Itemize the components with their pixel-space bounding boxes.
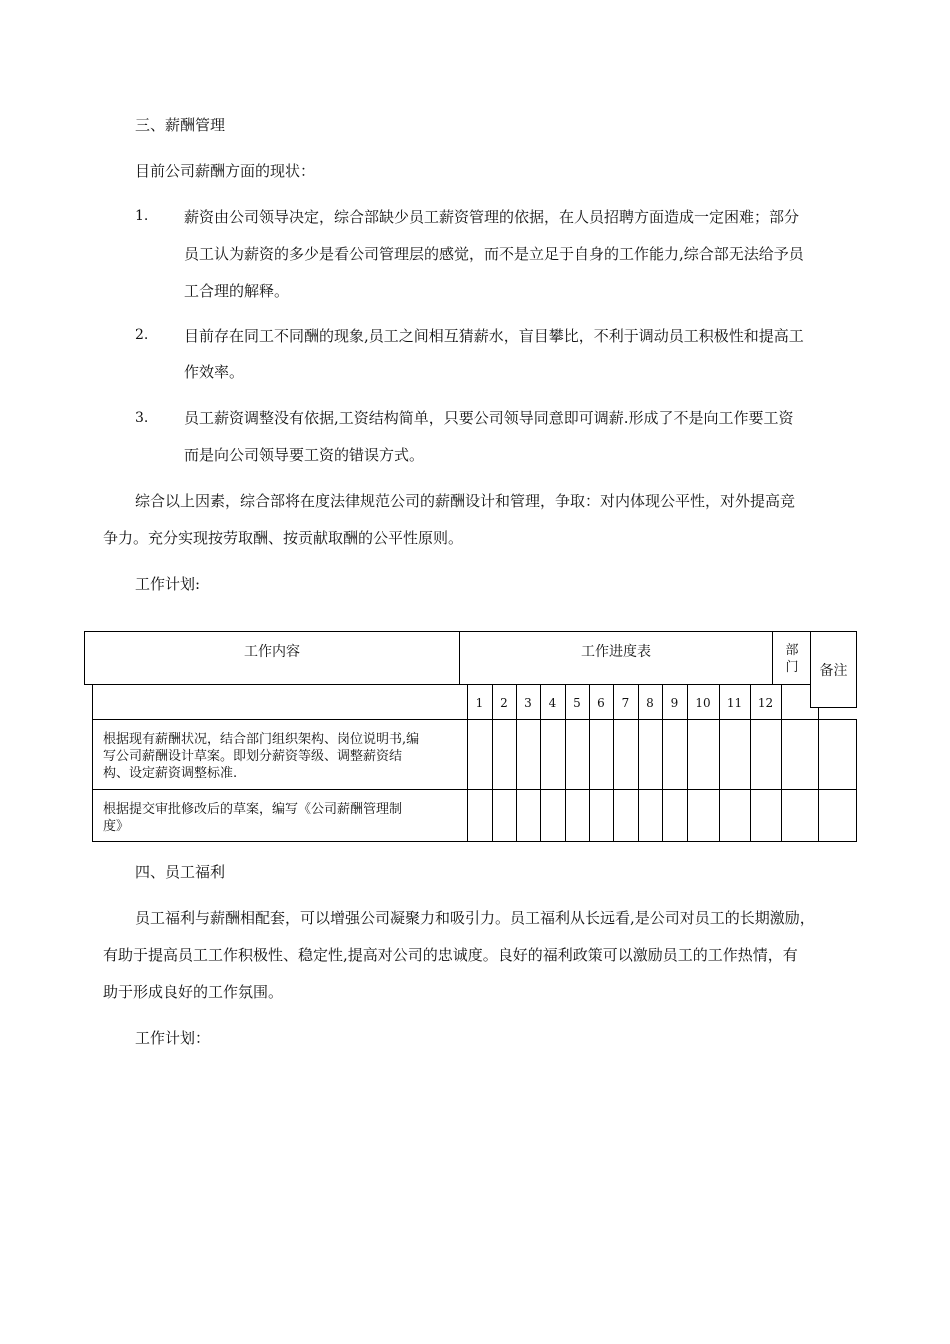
summary-line: 争力。充分实现按劳取酬、按贡献取酬的公平性原则。	[103, 529, 464, 547]
list-item-number: 2.	[135, 327, 149, 343]
month-number: 6	[597, 696, 605, 710]
list-item-line: 工合理的解释。	[184, 282, 290, 300]
column-header-dept: 部门	[785, 643, 799, 675]
list-item-line: 作效率。	[184, 363, 245, 381]
list-item-line: 员工薪资调整没有依据,工资结构简单，只要公司领导同意即可调薪.形成了不是向工作要工资	[184, 409, 794, 427]
month-number: 4	[548, 696, 557, 710]
status-intro: 目前公司薪酬方面的现状：	[135, 162, 316, 180]
column-header-remark: 备注	[819, 663, 848, 679]
work-plan-label: 工作计划:	[135, 575, 201, 593]
list-item-line: 薪资由公司领导决定，综合部缺少员工薪资管理的依据，在人员招聘方面造成一定困难；部分	[184, 208, 800, 226]
summary-line: 综合以上因素，综合部将在度法律规范公司的薪酬设计和管理，争取：对内体现公平性，对外提高竞	[135, 492, 796, 510]
list-item-number: 3.	[135, 410, 149, 426]
table-row-content-line: 根据现有薪酬状况，结合部门组织架构、岗位说明书,编	[103, 732, 420, 747]
table-row-content-line: 写公司薪酬设计草案。即划分薪资等级、调整薪资结	[103, 749, 403, 764]
month-number: 10	[695, 696, 711, 710]
month-number: 2	[500, 696, 508, 710]
work-plan-label: 工作计划：	[135, 1029, 211, 1047]
section-heading-benefits: 四、员工福利	[135, 863, 226, 881]
month-number: 11	[726, 696, 743, 710]
section-heading-compensation: 三、薪酬管理	[135, 116, 226, 134]
list-item-line: 员工认为薪资的多少是看公司管理层的感觉，而不是立足于自身的工作能力,综合部无法给予员	[184, 245, 804, 263]
table-row-content-line: 构、设定薪资调整标准.	[103, 766, 238, 781]
month-number: 3	[524, 696, 532, 710]
benefits-paragraph-line: 有助于提高员工工作积极性、稳定性,提高对公司的忠诚度。良好的福利政策可以激励员工的工作热情，有	[103, 946, 798, 964]
table-row-content-line: 根据提交审批修改后的草案，编写《公司薪酬管理制	[103, 802, 403, 817]
month-number: 8	[646, 696, 654, 710]
table-row-content-line: 度》	[103, 819, 130, 834]
column-header-content: 工作内容	[244, 644, 300, 660]
month-number: 1	[475, 696, 484, 710]
month-number: 7	[621, 696, 630, 710]
benefits-paragraph-line: 员工福利与薪酬相配套，可以增强公司凝聚力和吸引力。员工福利从长远看,是公司对员工的长期激励，	[135, 909, 815, 927]
column-header-schedule: 工作进度表	[581, 644, 651, 660]
month-number: 12	[757, 696, 774, 710]
month-number: 5	[573, 696, 581, 710]
month-number: 9	[670, 696, 679, 710]
list-item-line: 目前存在同工不同酬的现象,员工之间相互猜薪水，盲目攀比，不利于调动员工积极性和提高工	[184, 327, 804, 345]
list-item-number: 1.	[135, 208, 149, 224]
list-item-line: 而是向公司领导要工资的错误方式。	[184, 446, 425, 464]
benefits-paragraph-line: 助于形成良好的工作氛围。	[103, 983, 284, 1001]
